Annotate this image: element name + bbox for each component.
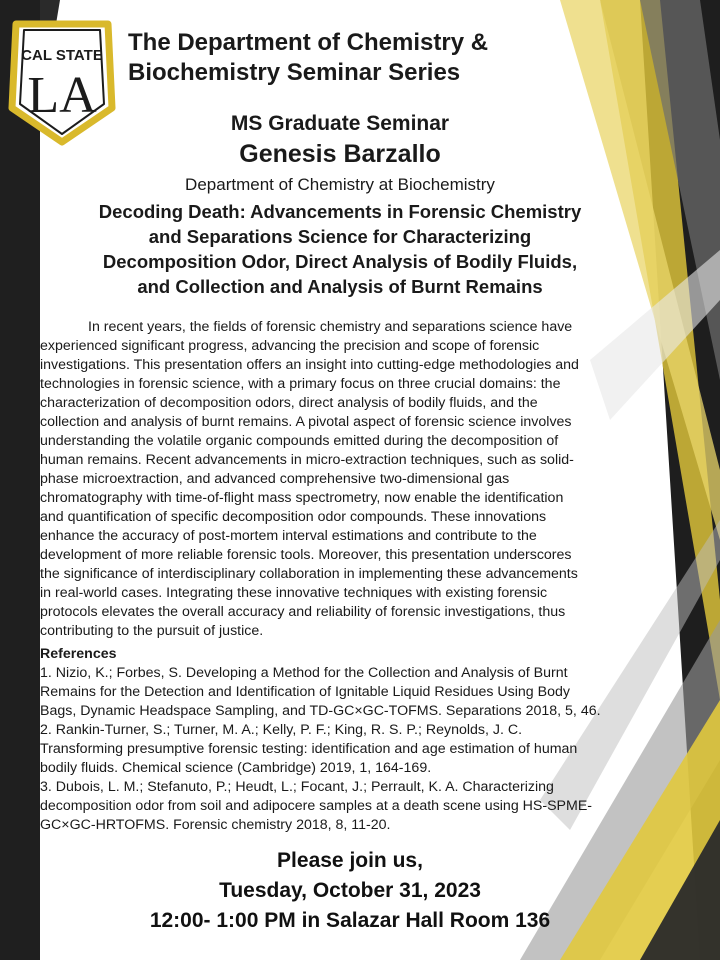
abstract-line: collection and analysis of burnt remains. A pivotal aspect of forensic science involves [40, 414, 572, 430]
abstract-line: chromatography with time-of-flight mass spectrometry, now enable the identification [40, 490, 564, 506]
speaker-name: Genesis Barzallo [239, 140, 441, 168]
abstract-line: human remains. Recent advancements in micro-extraction techniques, such as solid- [40, 452, 574, 468]
event-date: Tuesday, October 31, 2023 [219, 879, 481, 902]
series-title-line-1: The Department of Chemistry & [128, 29, 489, 56]
abstract-line: in real-world cases. Integrating these innovative techniques with existing forensic [40, 585, 548, 601]
logo-top-text: CAL STATE [21, 47, 103, 64]
abstract-line: phase microextraction, and advanced comprehensive two-dimensional gas [40, 471, 510, 487]
talk-title-line: Decoding Death: Advancements in Forensic Chemistry [98, 201, 582, 222]
seminar-type: MS Graduate Seminar [230, 112, 450, 135]
abstract-line: the significance of interdisciplinary collaboration in implementing these advancements [40, 566, 578, 582]
reference-line: bodily fluids. Chemical science (Cambridge) 2019, 1, 164-169. [40, 760, 432, 776]
abstract-line: understanding the volatile organic compounds emitted during the decomposition of [40, 433, 559, 449]
logo-letters: LA [27, 67, 97, 124]
reference-line: Remains for the Detection and Identification of Ignitable Liquid Residues Using Body [40, 684, 570, 700]
event-time-location: 12:00- 1:00 PM in Salazar Hall Room 136 [149, 909, 551, 932]
talk-title-line: and Separations Science for Characterizing [148, 226, 532, 247]
abstract-line: technologies in forensic science, with a primary focus on three crucial domains: the [40, 376, 561, 392]
series-title-line-2: Biochemistry Seminar Series [128, 59, 461, 86]
abstract-line: In recent years, the fields of forensic chemistry and separations science have [88, 319, 573, 335]
series-title [128, 28, 568, 88]
event-invite: Please join us, [277, 849, 423, 872]
abstract-line: experienced significant progress, advancing the precision and scope of forensic [40, 338, 540, 354]
abstract-line: and quantification of specific decomposition odor compounds. These innovations [40, 509, 547, 525]
abstract-line: protocols elevates the overall accuracy and reliability of forensic investigations, thus [40, 604, 566, 620]
talk-title [40, 199, 640, 299]
event-details [60, 846, 640, 936]
abstract-line: development of more reliable forensic tools. Moreover, this presentation underscores [40, 547, 572, 563]
abstract-line: characterization of decomposition odors, direct analysis of bodily fluids, and the [40, 395, 538, 411]
reference-line: 2. Rankin-Turner, S.; Turner, M. A.; Kelly, P. F.; King, R. S. P.; Reynolds, J. C. [40, 722, 523, 738]
reference-line: Bags, Dynamic Headspace Sampling, and TD-GC×GC-TOFMS. Separations 2018, 5, 46. [40, 703, 601, 719]
reference-line: GC×GC-HRTOFMS. Forensic chemistry 2018, 8, 11-20. [40, 817, 391, 833]
reference-line: Transforming presumptive forensic testing: identification and age estimation of human [40, 741, 578, 757]
reference-line: 1. Nizio, K.; Forbes, S. Developing a Method for the Collection and Analysis of Burnt [40, 665, 568, 681]
abstract-line: investigations. This presentation offers an insight into cutting-edge methodologies and [40, 357, 579, 373]
speaker-department: Department of Chemistry at Biochemistry [185, 175, 495, 194]
references-heading: References [40, 646, 117, 662]
abstract [40, 318, 648, 641]
abstract-line: enhance the accuracy of post-mortem interval estimations and contribute to the [40, 528, 537, 544]
references [40, 645, 660, 835]
reference-line: 3. Dubois, L. M.; Stefanuto, P.; Heudt, L.; Focant, J.; Perrault, K. A. Characterizing [40, 779, 554, 795]
reference-line: decomposition odor from soil and adipocere samples at a death scene using HS-SPME- [40, 798, 593, 814]
talk-title-line: and Collection and Analysis of Burnt Remains [137, 276, 543, 297]
talk-title-line: Decomposition Odor, Direct Analysis of Bodily Fluids, [102, 251, 578, 272]
abstract-line: contributing to the pursuit of justice. [40, 623, 264, 639]
